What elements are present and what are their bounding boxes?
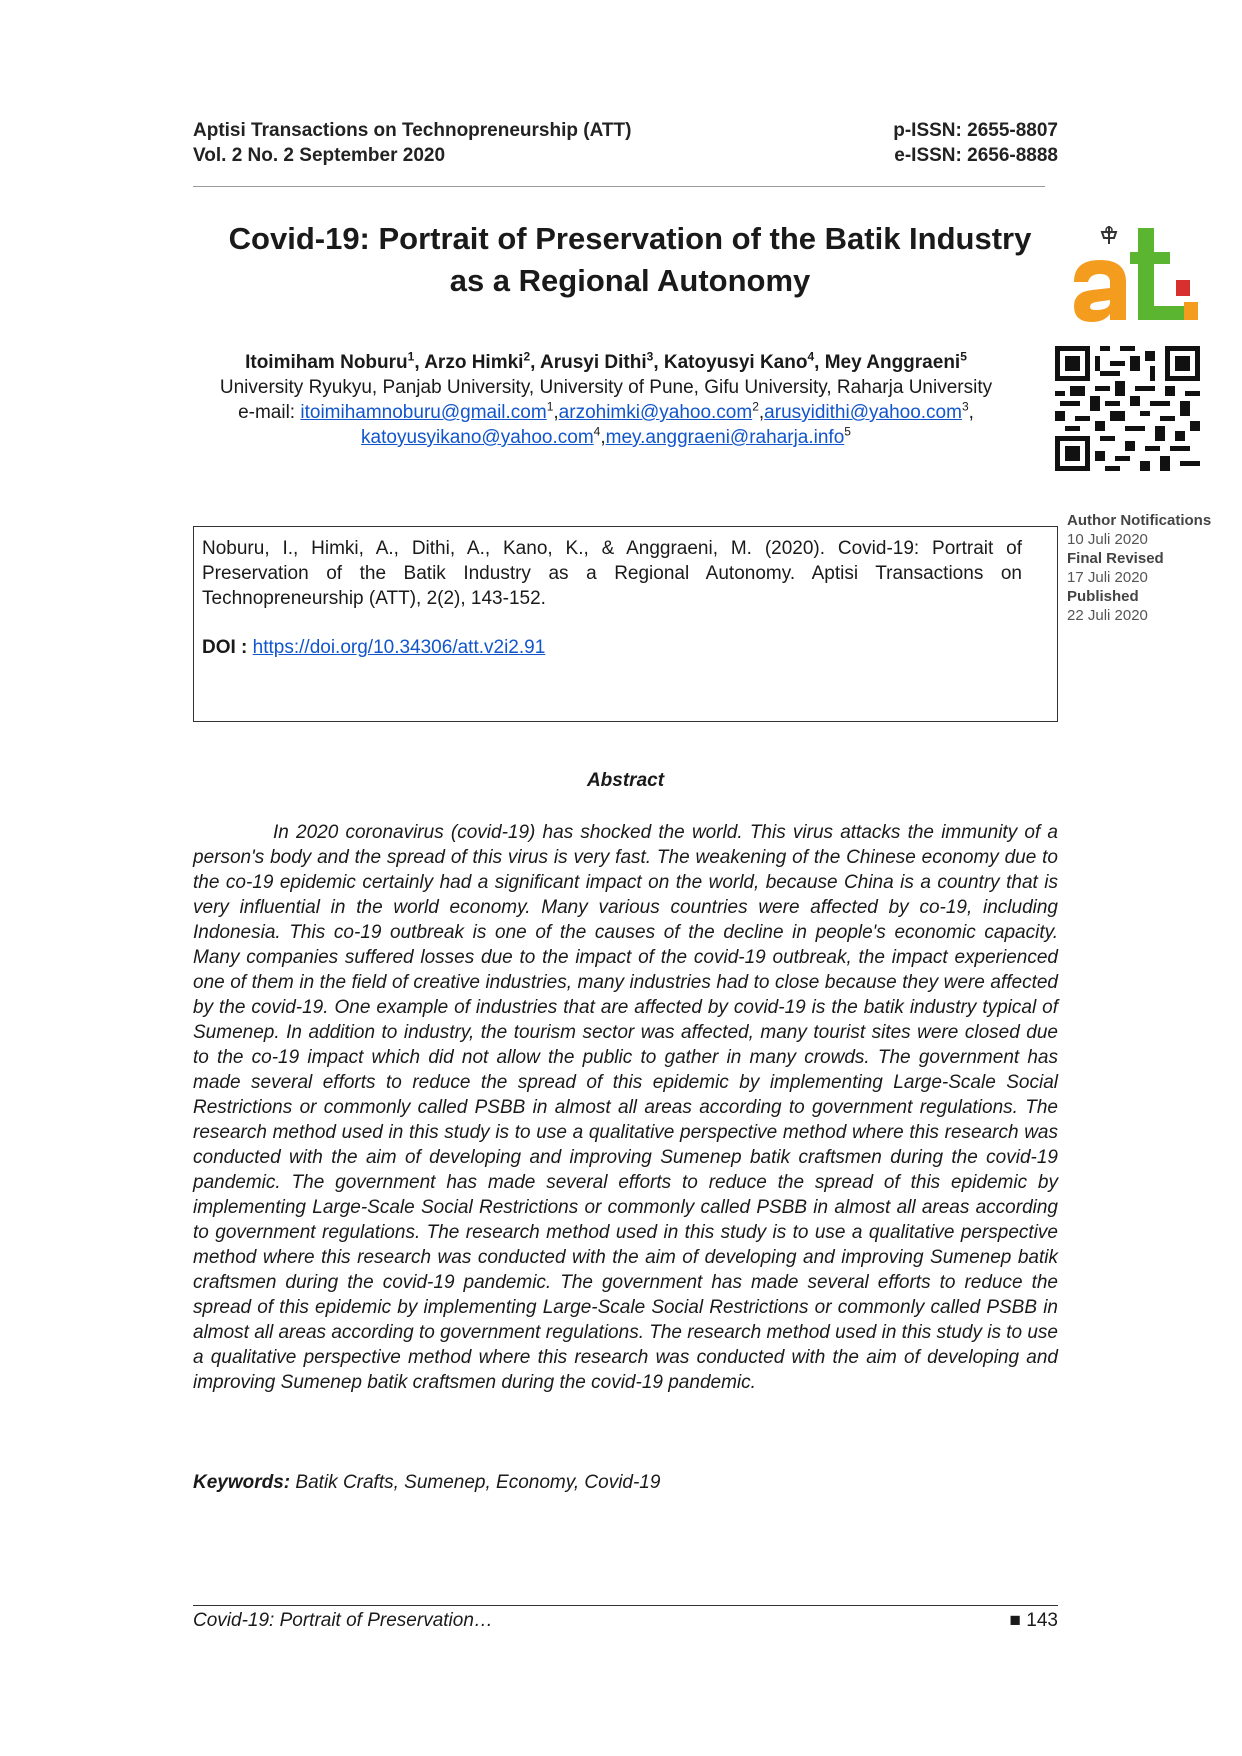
author-name: Arusyi Dithi	[540, 352, 647, 373]
email-link[interactable]: arusyidithi@yahoo.com	[764, 402, 962, 423]
abstract-heading: Abstract	[586, 770, 665, 791]
abstract-text: In 2020 coronavirus (covid-19) has shocked the world. This virus attacks the immunity of a person's body and the spread of this virus is very fast. The weakening of the Chinese economy due to the co-19 epidemic certainly had a significant impact on the world, because China is a country that is very influential in the world economy. Many various countries were affected by co-19, including Indonesia. This co-19 outbreak is one of the causes of the decline in people's economic capacity. Many companies suffered losses due to the impact of the covid-19 outbreak, the impact experienced one of them in the field of creative industries, many industries had to close because they were affected by the covid-19. One example of industries that are affected by covid-19 is the batik industry typical of Sumenep. In addition to industry, the tourism sector was affected, many tourist sites were closed due to the co-19 impact which did not allow the public to gather in many crowds. The government has made several efforts to reduce the spread of this epidemic by implementing Large-Scale Social Restrictions or commonly called PSBB in almost all areas according to government regulations. The research method used in this study is to use a qualitative perspective method where this research was conducted with the aim of developing and improving Sumenep batik craftsmen during the covid-19 pandemic. The government has made several efforts to reduce the spread of this epidemic by implementing Large-Scale Social Restrictions or commonly called PSBB in almost all areas according to government regulations. The research method used in this study is to use a qualitative perspective method where this research was conducted with the aim of developing and improving Sumenep batik craftsmen during the covid-19 pandemic. The government has made several efforts to reduce the spread of this epidemic by implementing Large-Scale Social Restrictions or commonly called PSBB in almost all areas according to government regulations. The research method used in this study is to use a qualitative perspective method where this research was conducted with the aim of developing and improving Sumenep batik craftsmen during the covid-19 pandemic.	[193, 822, 1058, 1393]
revised-date: 17 Juli 2020	[1067, 569, 1148, 586]
notification-date: 10 Juli 2020	[1067, 531, 1148, 548]
doi-label: DOI :	[202, 637, 253, 658]
journal-name: Aptisi Transactions on Technopreneurship (ATT)	[193, 120, 632, 141]
author-names: Itoimiham Noburu$^1$, Arzo Himki$^2$, Arusyi Dithi$^3$, Katoyusyi Kano$^4$, Mey Anggraeni$^5$	[245, 349, 967, 373]
paper-title	[190, 218, 1070, 302]
page-number: ■ 143	[1009, 1610, 1058, 1631]
author-notifications	[1067, 511, 1239, 625]
author-name: Arzo Himki	[424, 352, 524, 373]
journal-volume: Vol. 2 No. 2 September 2020	[193, 145, 446, 166]
affiliations: University Ryukyu, Panjab University, University of Pune, Gifu University, Raharja University	[219, 377, 993, 398]
email-link[interactable]: mey.anggraeni@raharja.info	[605, 427, 845, 448]
author-name: Katoyusyi Kano	[663, 352, 808, 373]
att-logo	[1068, 222, 1208, 332]
p-issn: p-ISSN: 2655-8807	[893, 120, 1058, 141]
keywords-text: Batik Crafts, Sumenep, Economy, Covid-19	[290, 1472, 661, 1493]
qr-code	[1055, 345, 1200, 472]
author-name: Itoimiham Noburu	[245, 352, 408, 373]
footer-running-title: Covid-19: Portrait of Preservation…	[193, 1610, 493, 1631]
email-label: e-mail:	[238, 402, 301, 423]
published-date: 22 Juli 2020	[1067, 607, 1148, 624]
doi-link[interactable]: https://doi.org/10.34306/att.v2i2.91	[252, 637, 546, 658]
author-name: Mey Anggraeni	[824, 352, 961, 373]
title-line-2: as a Regional Autonomy	[449, 263, 811, 298]
keywords-line	[193, 1470, 660, 1495]
logo-t-glyph	[1130, 228, 1198, 320]
published-label: Published	[1067, 588, 1139, 605]
keywords-label: Keywords:	[193, 1472, 291, 1493]
logo-a-glyph	[1074, 260, 1126, 322]
title-line-1: Covid-19: Portrait of Preservation of the Batik Industry	[228, 221, 1032, 256]
email-link[interactable]: arzohimki@yahoo.com	[558, 402, 753, 423]
email-list: e-mail: itoimihamnoburu@gmail.com$^1$,arzohimki@yahoo.com$^2$,arusyidithi@yahoo.com$^3$, katoyusyikano@yahoo.com$^4$,mey.anggraeni@raharja.info$^5$	[238, 399, 974, 448]
header-divider	[193, 186, 1045, 187]
author-block	[196, 350, 1016, 450]
notification-label: Author Notifications	[1067, 512, 1212, 529]
doi-line	[202, 635, 545, 660]
email-link[interactable]: katoyusyikano@yahoo.com	[361, 427, 594, 448]
revised-label: Final Revised	[1067, 550, 1164, 567]
logo-emblem-icon	[1102, 226, 1116, 244]
email-link[interactable]: itoimihamnoburu@gmail.com	[300, 402, 547, 423]
footer-divider	[193, 1605, 1058, 1606]
citation-text: Noburu, I., Himki, A., Dithi, A., Kano, K., & Anggraeni, M. (2020). Covid-19: Portrait of Preservation of the Batik Industry as a Regional Autonomy. Aptisi Transactions on Technopreneurship (ATT), 2(2), 143-152.	[202, 538, 1022, 609]
e-issn: e-ISSN: 2656-8888	[894, 145, 1058, 166]
